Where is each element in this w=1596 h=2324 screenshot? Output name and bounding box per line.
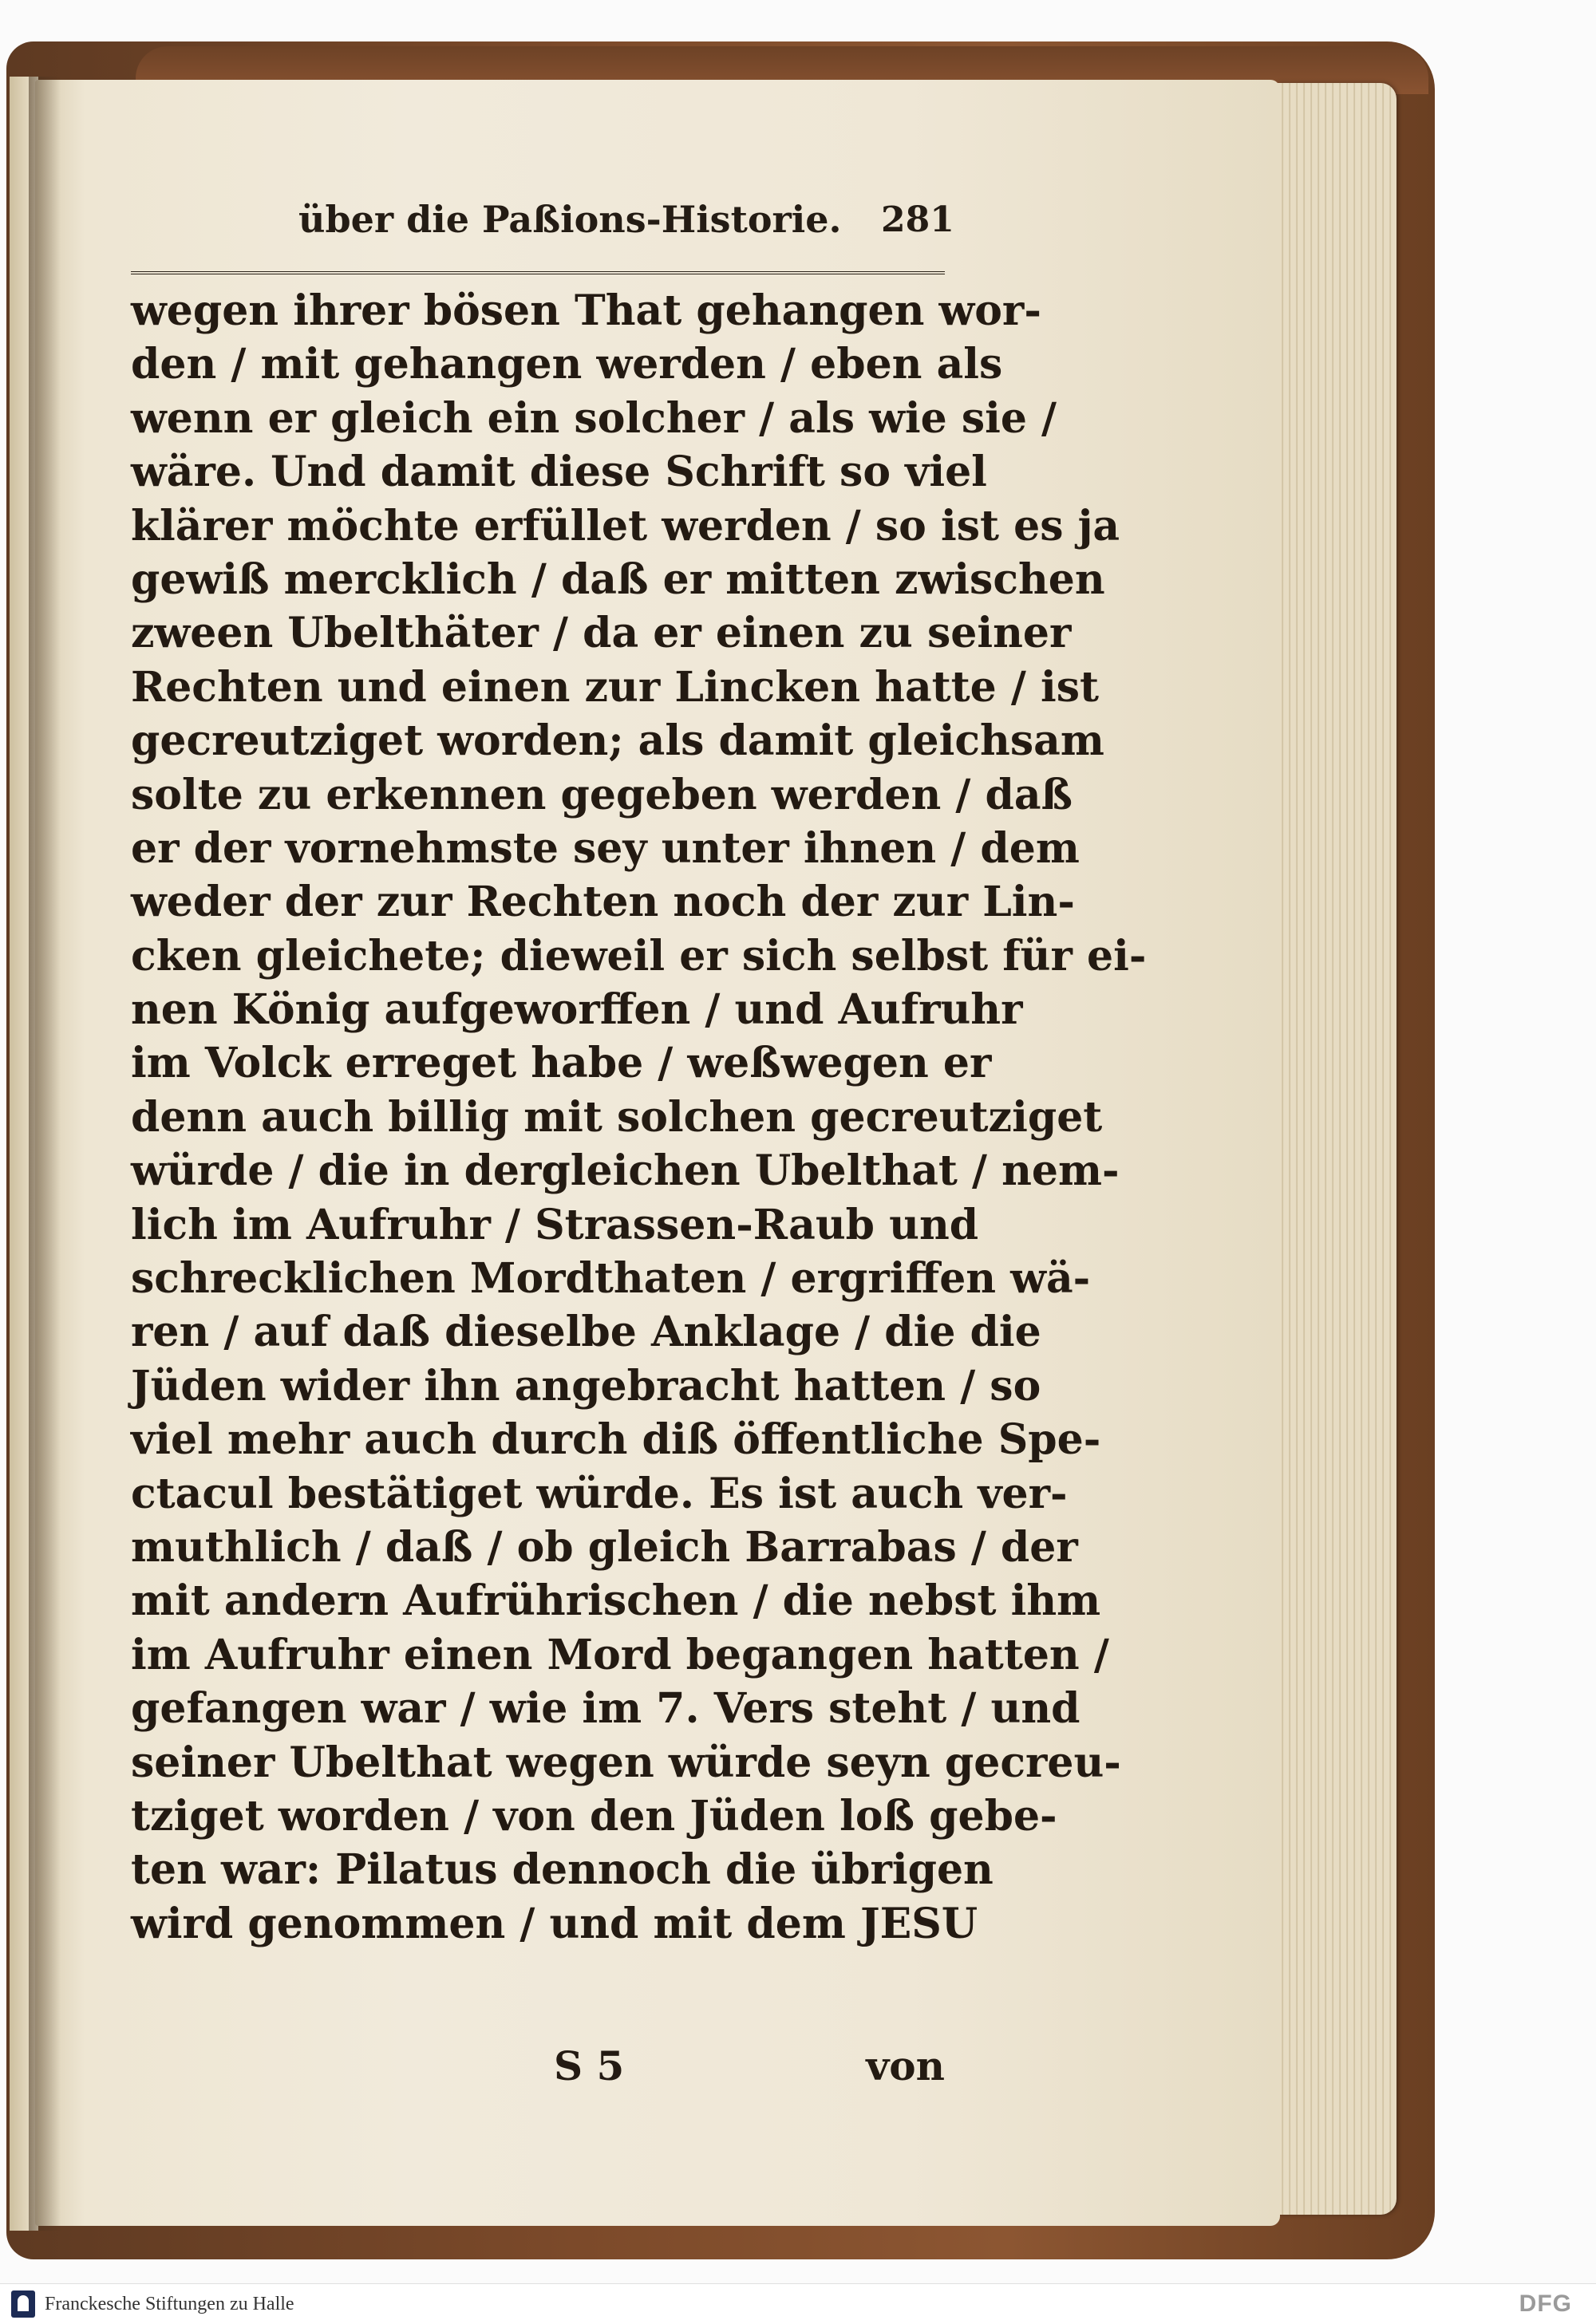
book-page	[35, 80, 1280, 2226]
text-line: seiner Ubelthat wegen würde seyn gecreu-	[131, 1738, 1121, 1787]
text-line: ten war: Pilatus dennoch die übrigen	[131, 1845, 994, 1895]
text-line: gecreutziget worden; als damit gleichsam	[131, 716, 1104, 766]
text-line: weder der zur Rechten noch der zur Lin-	[131, 878, 1075, 927]
text-line: tziget worden / von den Jüden loß gebe-	[131, 1791, 1057, 1841]
text-line: cken gleichete; dieweil er sich selbst für ei-	[131, 931, 1147, 980]
signature-mark: S 5	[554, 2042, 625, 2089]
text-line: ren / auf daß dieselbe Anklage / die die	[131, 1308, 1041, 1357]
text-line: im Volck erreget habe / weßwegen er	[131, 1039, 992, 1088]
text-line: wegen ihrer bösen That gehangen wor-	[131, 286, 1041, 335]
text-line: Jüden wider ihn angebracht hatten / so	[131, 1361, 1041, 1411]
text-line: würde / die in dergleichen Ubelthat / nem-	[131, 1146, 1120, 1196]
text-line: muthlich / daß / ob gleich Barrabas / der	[131, 1522, 1078, 1572]
text-line: gefangen war / wie im 7. Vers steht / und	[131, 1684, 1080, 1734]
text-line: viel mehr auch durch diß öffentliche Spe-	[131, 1415, 1101, 1465]
text-line: nen König aufgeworffen / und Aufruhr	[131, 985, 1023, 1035]
spine-shadow	[29, 77, 61, 2231]
text-line: ctacul bestätiget würde. Es ist auch ver-	[131, 1469, 1068, 1518]
running-title: über die Paßions-Historie.	[298, 198, 842, 241]
text-line: klärer möchte erfüllet werden / so ist es ja	[131, 501, 1120, 550]
institution-name: Franckesche Stiftungen zu Halle	[45, 2294, 294, 2314]
institution-logo-icon	[11, 2290, 35, 2318]
text-line: solte zu erkennen gegeben werden / daß	[131, 770, 1073, 819]
page-number: 281	[881, 199, 954, 240]
text-line: schrecklichen Mordthaten / ergriffen wä-	[131, 1254, 1091, 1304]
text-line: denn auch billig mit solchen gecreutziget	[131, 1092, 1103, 1142]
text-line: gewiß mercklich / daß er mitten zwischen	[131, 554, 1105, 604]
text-line: er der vornehmste sey unter ihnen / dem	[131, 823, 1080, 873]
body-text	[131, 284, 1147, 1951]
viewer-footer	[0, 2283, 1596, 2324]
text-line: wird genommen / und mit dem JESU	[131, 1899, 978, 1948]
text-line: den / mit gehangen werden / eben als	[131, 340, 1003, 389]
page-footer-line	[131, 2042, 945, 2098]
text-line: wenn er gleich ein solcher / als wie sie /	[131, 393, 1057, 443]
text-line: zween Ubelthäter / da er einen zu seiner	[131, 609, 1072, 658]
text-line: im Aufruhr einen Mord begangen hatten /	[131, 1630, 1109, 1679]
text-line: mit andern Aufrührischen / die nebst ihm	[131, 1576, 1101, 1626]
page-header	[131, 191, 954, 274]
catchword: von	[866, 2042, 945, 2089]
text-line: lich im Aufruhr / Strassen-Raub und	[131, 1200, 979, 1249]
text-line: Rechten und einen zur Lincken hatte / ist	[131, 662, 1100, 712]
text-line: wäre. Und damit diese Schrift so viel	[131, 448, 987, 497]
dfg-logo: DFG	[1519, 2290, 1572, 2317]
page-edges	[1277, 83, 1396, 2215]
